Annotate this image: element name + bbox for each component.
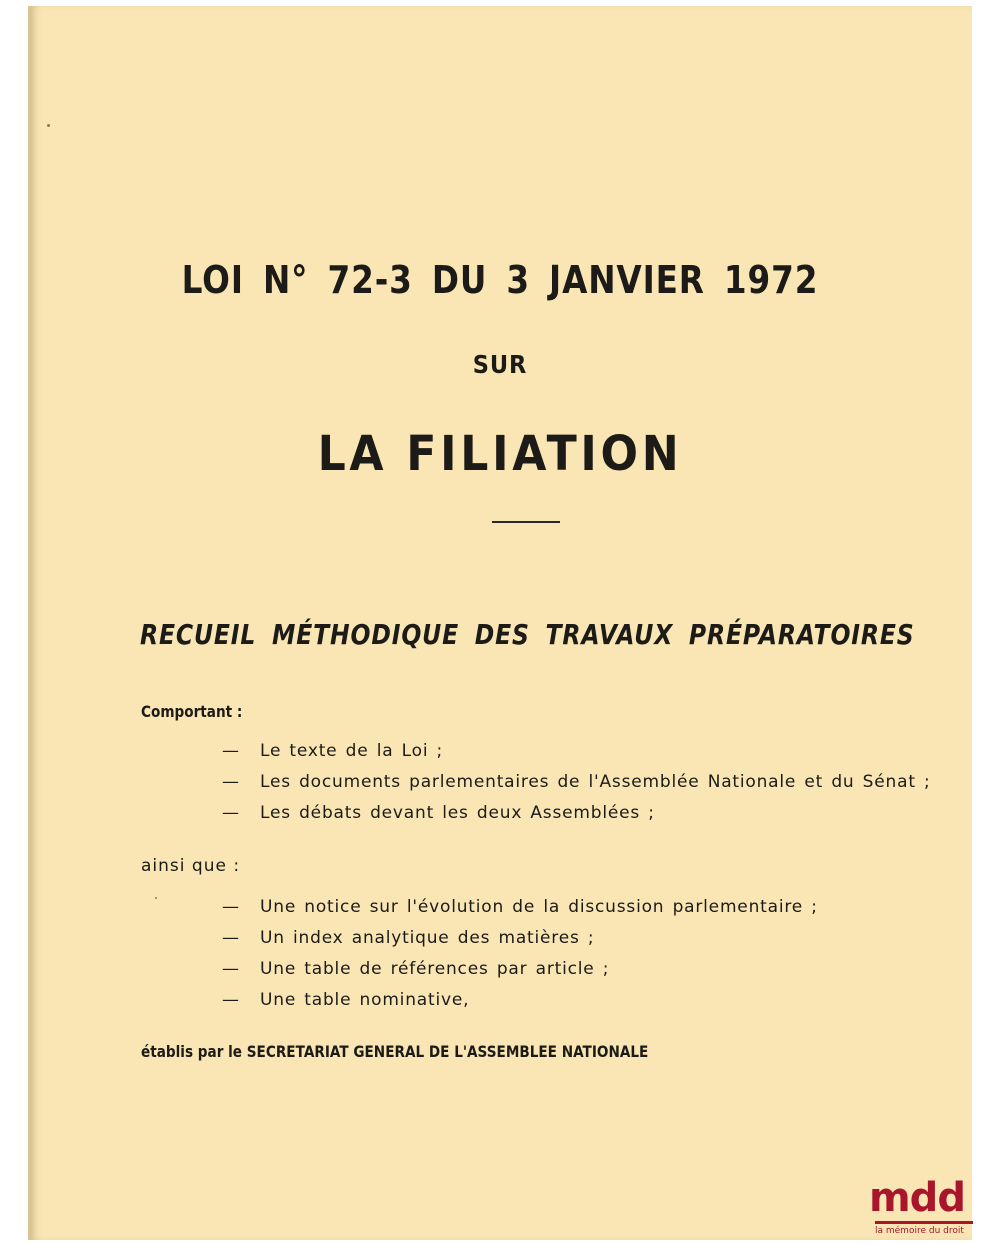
publisher-line: établis par le SECRETARIAT GENERAL DE L'ASSEMBLEE NATIONALE <box>141 1042 649 1061</box>
list-item: — Une notice sur l'évolution de la discussion parlementaire ; <box>222 897 818 917</box>
law-title: LOI N° 72-3 DU 3 JANVIER 1972 <box>181 258 819 302</box>
paper-speck <box>47 124 50 127</box>
list-dash: — <box>222 897 240 917</box>
list-item: — Une table nominative, <box>222 990 470 1010</box>
list-item: — Les débats devant les deux Assemblées ; <box>222 803 655 823</box>
logo-underline <box>875 1221 973 1224</box>
logo-tagline: la mémoire du droit <box>875 1226 964 1236</box>
list-dash: — <box>222 772 240 792</box>
list-item: — Un index analytique des matières ; <box>222 928 595 948</box>
list-item: — Le texte de la Loi ; <box>222 741 444 761</box>
additional-list <box>222 897 818 1021</box>
paper-speck <box>155 897 157 899</box>
list-dash: — <box>222 741 240 761</box>
list-item: — Une table de références par article ; <box>222 959 610 979</box>
mdd-logo <box>869 1176 977 1238</box>
list-dash: — <box>222 990 240 1010</box>
contents-label: Comportant : <box>141 702 243 721</box>
additional-label: ainsi que : <box>141 856 241 876</box>
list-dash: — <box>222 959 240 979</box>
law-subject: LA FILIATION <box>317 426 683 482</box>
list-dash: — <box>222 928 240 948</box>
document-subtitle: RECUEIL MÉTHODIQUE DES TRAVAUX PRÉPARATOIRES <box>140 618 915 651</box>
list-dash: — <box>222 803 240 823</box>
list-item: — Les documents parlementaires de l'Assemblée Nationale et du Sénat ; <box>222 772 931 792</box>
title-connector: SUR <box>472 350 528 379</box>
logo-text: mdd <box>869 1175 965 1221</box>
title-divider <box>492 521 560 523</box>
contents-list <box>222 741 931 834</box>
